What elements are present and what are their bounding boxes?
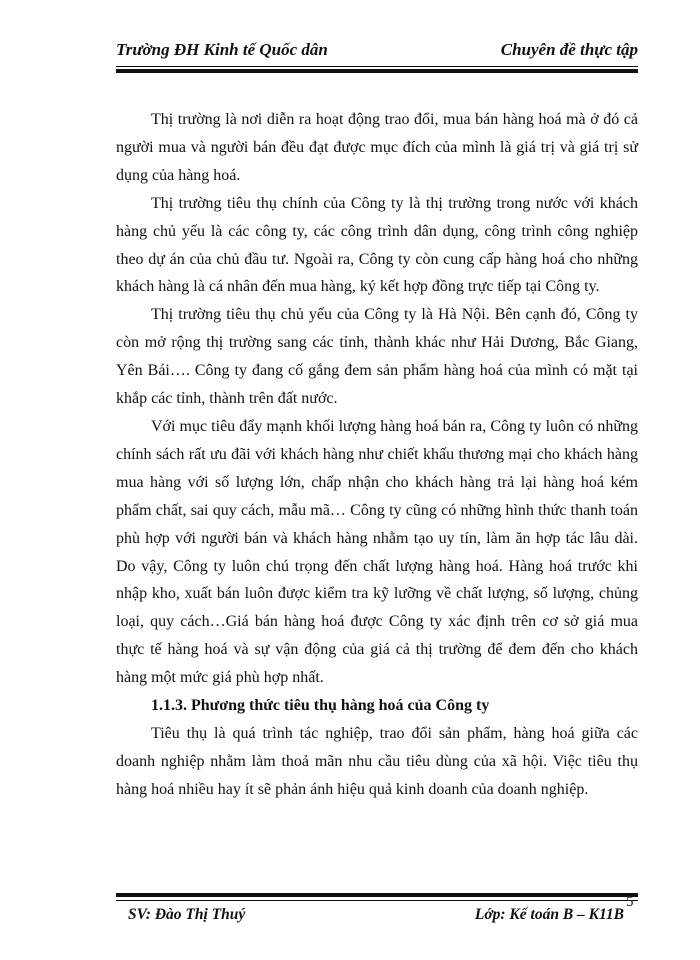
paragraph-sales-policy: Với mục tiêu đẩy mạnh khối lượng hàng hoá bán ra, Công ty luôn có những chính sách rất ưu đãi với khách hàng như chiết khấu thương mại cho khách hàng mua hàng với số lượng lớn, chấp nhận cho khách hàng trả lại hàng hoá kém phẩm chất, sai quy cách, mẫu mã… Công ty cũng có những hình thức thanh toán phù hợp với người bán và khách hàng nhằm tạo uy tín, làm ăn hợp tác lâu dài. Do vậy, Công ty luôn chú trọng đến chất lượng hàng hoá. Hàng hoá trước khi nhập kho, xuất bán luôn được kiểm tra kỹ lưỡng về chất lượng, số lượng, chủng loại, quy cách…Giá bán hàng hoá được Công ty xác định trên cơ sở giá mua thực tế hàng hoá và sự vận động của giá cả thị trường để đem đến cho khách hàng một mức giá phù hợp nhất. [116,417,638,687]
footer-rule-thin [116,900,638,901]
paragraph-main-market: Thị trường tiêu thụ chính của Công ty là thị trường trong nước với khách hàng chủ yếu là các công ty, các công trình dân dụng, công trình công nghiệp theo dự án của chủ đầu tư. Ngoài ra, Công ty còn cung cấp hàng hoá cho những khách hàng là cá nhân đến mua hàng, ký kết hợp đồng trực tiếp tại Công ty. [116,194,638,296]
paragraph-market-definition: Thị trường là nơi diễn ra hoạt động trao đổi, mua bán hàng hoá mà ở đó cả người mua và người bán đều đạt được mục đích của mình là giá trị và giá trị sử dụng của hàng hoá. [116,111,638,184]
footer-student: SV: Đào Thị Thuý [128,906,246,923]
footer-class: Lớp: Kế toán B – K11B [474,906,624,923]
footer-rule-thick [116,893,638,897]
paragraph-consumption-method: Tiêu thụ là quá trình tác nghiệp, trao đổi sản phẩm, hàng hoá giữa các doanh nghiệp nhằm làm thoả mãn nhu cầu tiêu dùng của xã hội. Việc tiêu thụ hàng hoá nhiều hay ít sẽ phản ánh hiệu quả kinh doanh của doanh nghiệp. [116,724,638,798]
header-document-type: Chuyên đề thực tập [500,40,638,59]
header-rule-thin [116,66,638,67]
paragraph-regional-market: Thị trường tiêu thụ chủ yếu của Công ty là Hà Nội. Bên cạnh đó, Công ty còn mở rộng thị trường sang các tỉnh, thành khác như Hải Dương, Bắc Giang, Yên Bái…. Công ty đang cố gắng đem sản phẩm hàng hoá của mình có mặt tại khắp các tỉnh, thành trên đất nước. [116,306,638,408]
header-university: Trường ĐH Kinh tế Quốc dân [116,40,328,59]
page-header [116,40,638,66]
page-number: 5 [626,894,634,910]
page-footer [116,906,638,930]
section-heading: 1.1.3. Phương thức tiêu thụ hàng hoá của Công ty [151,697,490,715]
header-rule-thick [116,69,638,73]
document-body [116,106,638,804]
